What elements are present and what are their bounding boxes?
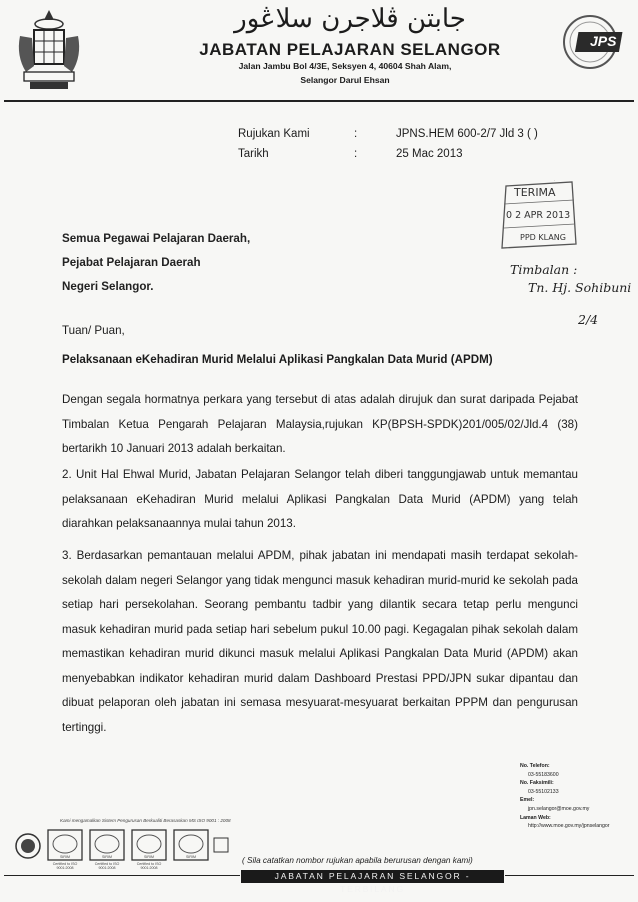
tarikh-label: Tarikh <box>238 148 269 160</box>
fax-label: No. Faksimili: <box>520 780 554 787</box>
header-divider <box>4 100 634 102</box>
paragraph-3-text: 3. Berdasarkan pemantauan melalui APDM, pihak jabatan ini mendapati masih terdapat sekolah-sekolah dalam negeri Selangor yang tidak mengunci masuk kehadiran murid-murid ke sekolah pada setiap hari persekolahan. Seorang pembantu tadbir yang dilantik secara tetap perlu mengunci masuk kehadiran murid pada setiap hari sebelum pukul 10.00 pagi. Kegagalan pihak sekolah dalam memastikan kehadiran murid dikunci masuk melalui Aplikasi Pangkalan Data Murid (APDM) akan menyebabkan indikator kehadiran murid dalam Dashboard Prestasi PPD/JPN sukar dipantau dan dibuat pelaporan oleh jabatan ini semasa mesyuarat-mesyuarat berkaitan PPPM dan pengurusan tertinggi. <box>62 549 578 734</box>
letter-subject: Pelaksanaan eKehadiran Murid Melalui Aplikasi Pangkalan Data Murid (APDM) <box>62 353 493 366</box>
organization-name: JABATAN PELAJARAN SELANGOR <box>199 40 501 59</box>
jawi-title: جابتن ڤلاجرن سلاڠور <box>234 4 466 34</box>
paragraph-3 <box>62 544 578 740</box>
email-value: jpn.selangor@moe.gov.my <box>528 805 590 812</box>
rujukan-value: JPNS.HEM 600-2/7 Jld 3 ( ) <box>396 128 538 140</box>
addressee-line-2: Pejabat Pelajaran Daerah <box>62 256 201 269</box>
addressee-line-1: Semua Pegawai Pelajaran Daerah, <box>62 232 251 245</box>
email-label: Emel: <box>520 797 535 804</box>
footer-divider-left <box>4 875 240 876</box>
phone-label: No. Telefon: <box>520 763 550 769</box>
footer-contact <box>520 762 635 831</box>
cert-badge-label-1: SIRIM <box>60 855 70 859</box>
fax-value: 03-55102133 <box>528 788 559 795</box>
cert-badge-label-4: SIRIM <box>186 855 196 859</box>
reference-note: ( Sila catatkan nombor rujukan apabila berurusan dengan kami) <box>242 856 473 865</box>
paragraph-2 <box>62 463 578 537</box>
handwritten-note-1: Timbalan : <box>510 262 578 277</box>
footer-banner: JABATAN PELAJARAN SELANGOR - TERBILANG <box>241 870 504 883</box>
tarikh-colon: : <box>354 148 358 160</box>
tarikh-value: 25 Mac 2013 <box>396 148 463 160</box>
cert-badge-label-2: SIRIM <box>102 855 112 859</box>
website-label: Laman Web: <box>520 814 551 821</box>
address-line-2: Selangor Darul Ehsan <box>300 75 390 85</box>
rujukan-colon: : <box>354 128 358 140</box>
jps-logo-text: JPS <box>590 33 617 49</box>
received-stamp <box>498 180 578 252</box>
jps-logo <box>560 12 632 72</box>
stamp-date: 0 2 APR 2013 <box>506 210 571 221</box>
cert-badge-label-3: SIRIM <box>144 855 154 859</box>
certification-badges <box>14 824 230 872</box>
paragraph-2-text: 2. Unit Hal Ehwal Murid, Jabatan Pelajaran Selangor telah diberi tanggungjawab untuk memantau pelaksanaan eKehadiran Murid melalui Aplikasi Pangkalan Data Murid (APDM) yang telah diarahkan pelaksanaannya mulai tahun 2013. <box>62 468 578 530</box>
stamp-top-text: TERIMA <box>514 186 556 199</box>
cert-line-3: Certified to ISO 9001:2008 <box>136 862 162 870</box>
coat-of-arms-logo <box>14 6 84 94</box>
website-value: http://www.moe.gov.my/jpnselangor <box>528 823 610 830</box>
stamp-bottom-text: PPD KLANG <box>520 233 566 242</box>
cert-line-1: Certified to ISO 9001:2008 <box>52 862 78 870</box>
rujukan-label: Rujukan Kami <box>238 128 310 140</box>
footer-divider-right <box>505 875 634 876</box>
greeting: Tuan/ Puan, <box>62 324 125 337</box>
quality-caption: Kami mengamalkan Sistem Pengurusan Berkualiti Berasaskan MS ISO 9001 : 2008 <box>60 818 231 823</box>
paragraph-1-text: Dengan segala hormatnya perkara yang tersebut di atas adalah dirujuk dan surat daripada Pejabat Timbalan Ketua Pengarah Pelajaran Malaysia,rujukan KP(BPSH-SPDK)201/005/02/Jld.4 (38) bertarikh 10 Januari 2013 adalah berkaitan. <box>62 393 578 455</box>
addressee-line-3: Negeri Selangor. <box>62 280 154 293</box>
cert-line-2: Certified to ISO 9001:2008 <box>94 862 120 870</box>
handwritten-note-2: Tn. Hj. Sohibuni <box>528 280 632 295</box>
address-line-1: Jalan Jambu Bol 4/3E, Seksyen 4, 40604 Shah Alam, <box>238 61 452 71</box>
phone-value: 03-55183600 <box>528 771 559 778</box>
handwritten-note-3: 2/4 <box>578 312 599 327</box>
paragraph-1 <box>62 388 578 462</box>
